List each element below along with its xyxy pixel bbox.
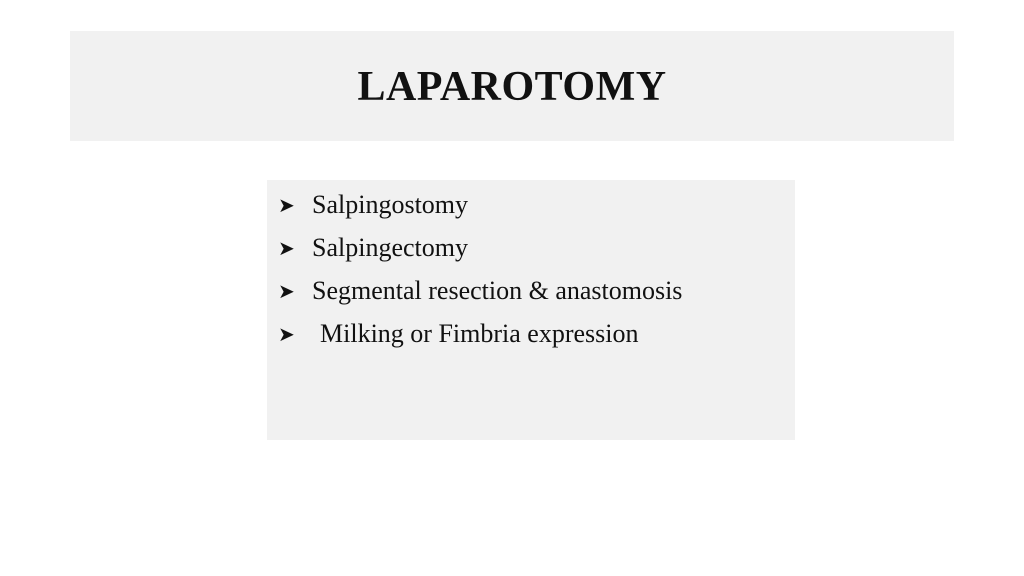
list-item: [278, 183, 682, 226]
list-item: [278, 269, 682, 312]
list-item-label: Salpingectomy: [312, 232, 468, 262]
arrowhead-bullet-icon: ➤: [278, 192, 295, 217]
arrowhead-bullet-icon: ➤: [278, 278, 295, 303]
bullet-list: [278, 183, 682, 355]
list-item-label: Milking or Fimbria expression: [320, 318, 639, 348]
list-item-label: Segmental resection & anastomosis: [312, 275, 683, 305]
list-item: [278, 226, 682, 269]
title-band: [70, 31, 954, 141]
arrowhead-bullet-icon: ➤: [278, 235, 295, 260]
content-box: [267, 180, 795, 440]
arrowhead-bullet-icon: ➤: [278, 321, 295, 346]
slide-title: LAPAROTOMY: [357, 64, 667, 110]
list-item-label: Salpingostomy: [312, 189, 469, 219]
list-item: [278, 312, 682, 355]
